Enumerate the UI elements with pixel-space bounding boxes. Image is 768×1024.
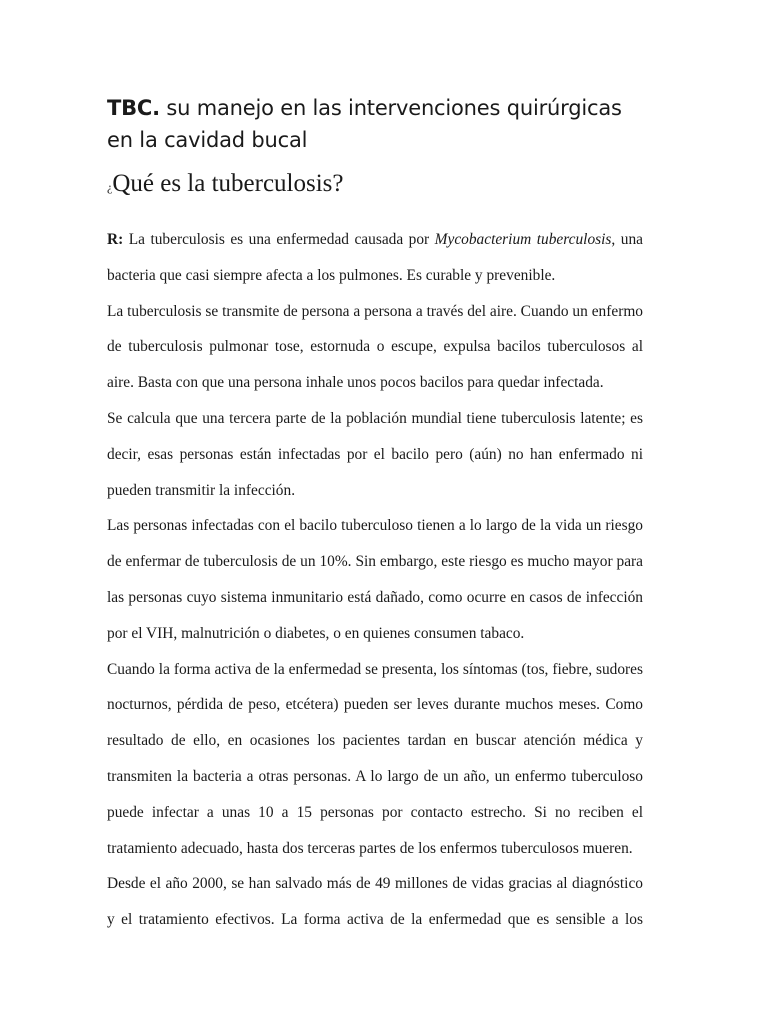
body-paragraph: Se calcula que una tercera parte de la población mundial tiene tuberculosis latente; es decir, esas personas están infectadas por el bacilo pero (aún) no han enfermado ni pueden transmitir la infección. xyxy=(107,409,643,499)
body-paragraph: La tuberculosis se transmite de persona a persona a través del aire. Cuando un enfermo de tuberculosis pulmonar tose, estornuda o escupe, expulsa bacilos tuberculosos al aire. Basta con que una persona inhale unos pocos bacilos para quedar infectada. xyxy=(107,302,643,392)
answer-text-end: , una bacteria que casi siempre afecta a los pulmones. Es curable y prevenible. xyxy=(107,231,643,284)
title-abbreviation: TBC. xyxy=(107,96,160,120)
body-text xyxy=(107,222,643,938)
body-paragraph: Cuando la forma activa de la enfermedad se presenta, los síntomas (tos, fiebre, sudores nocturnos, pérdida de peso, etcétera) pueden ser leves durante muchos meses. Como resultado de ello, en ocasiones los pacientes tardan en buscar atención médica y transmiten la bacteria a otras personas. A lo largo de un año, un enfermo tuberculoso puede infectar a unas 10 a 15 personas por contacto estrecho. Si no reciben el tratamiento adecuado, hasta dos terceras partes de los enfermos tuberculosos mueren. xyxy=(107,660,643,857)
body-paragraph: Desde el año 2000, se han salvado más de 49 millones de vidas gracias al diagnóstico y el tratamiento efectivos. La forma activa de la enfermedad que es sensible a los xyxy=(107,875,643,929)
document-title xyxy=(107,92,643,156)
inverted-question-mark: ¿ xyxy=(107,180,113,194)
answer-species-name: Mycobacterium tuberculosis xyxy=(434,231,612,248)
answer-label: R: xyxy=(107,231,124,248)
question-text: Qué es la tuberculosis? xyxy=(112,170,344,197)
answer-paragraph xyxy=(107,222,643,294)
section-question-heading xyxy=(107,169,643,202)
body-paragraph: Las personas infectadas con el bacilo tuberculoso tienen a lo largo de la vida un riesgo de enfermar de tuberculosis de un 10%. Sin embargo, este riesgo es mucho mayor para las personas cuyo sistema inmunitario está dañado, como ocurre en casos de infección por el VIH, malnutrición o diabetes, o en quienes consumen tabaco. xyxy=(107,517,643,642)
answer-text-start: La tuberculosis es una enfermedad causada por xyxy=(123,231,435,248)
title-text: su manejo en las intervenciones quirúrgicas en la cavidad bucal xyxy=(107,96,622,152)
document-page xyxy=(107,92,643,938)
